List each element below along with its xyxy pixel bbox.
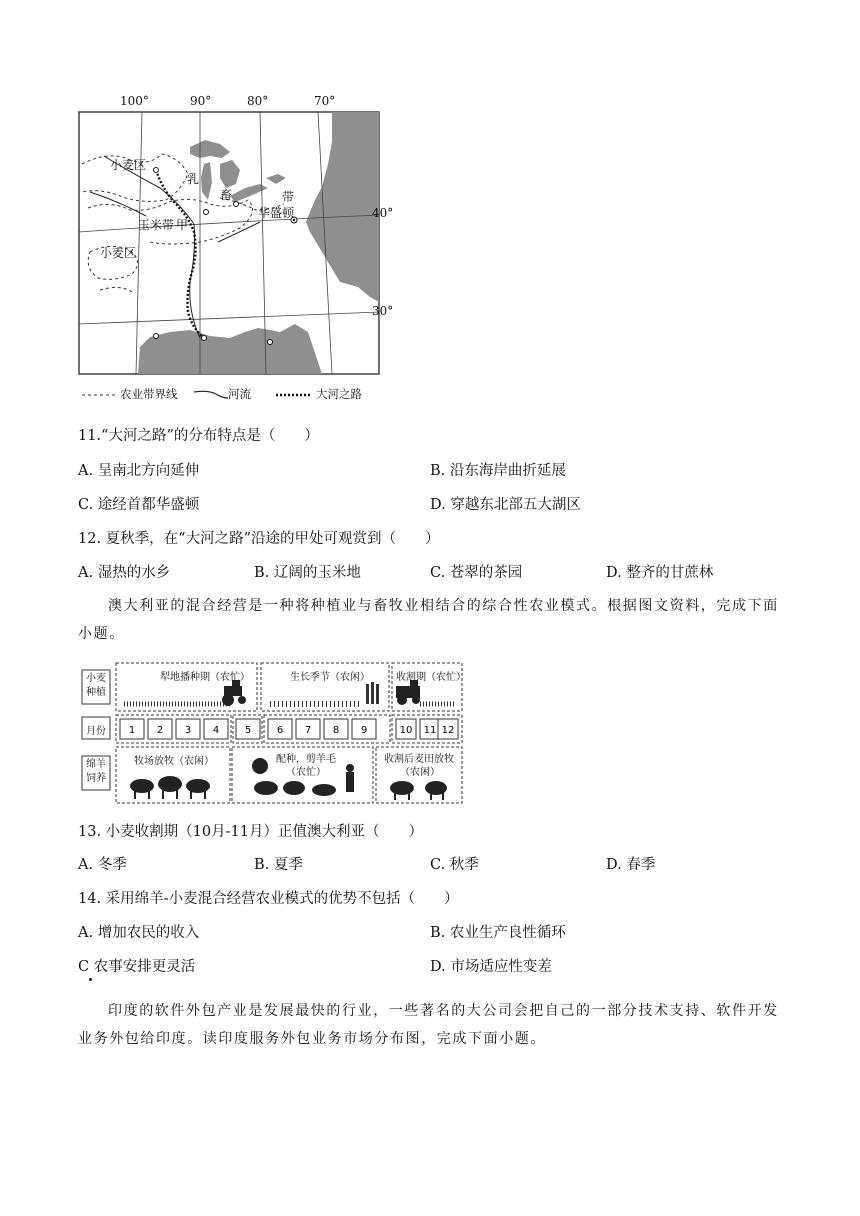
q11-option-d[interactable]: D. 穿越东北部五大湖区 [430, 497, 581, 513]
row-label-month: 月份 [86, 726, 106, 737]
q11-option-b[interactable]: B. 沿东海岸曲折延展 [430, 463, 566, 479]
label-growing-period: 生长季节（农闲） [290, 672, 370, 683]
q14-option-d[interactable]: D. 市场适应性变差 [430, 959, 552, 975]
q13-stem: 13. 小麦收割期（10月-11月）正值澳大利亚（ ） [78, 824, 423, 840]
q11-stem: 11.“大河之路”的分布特点是（ ） [78, 428, 319, 444]
q12-option-b[interactable]: B. 辽阔的玉米地 [254, 565, 361, 581]
month-cells [120, 719, 458, 739]
label-dairy-1: 乳 [187, 172, 200, 186]
city-dot-florida [268, 340, 273, 345]
lon-label-90: 90° [190, 94, 212, 108]
q11-option-a[interactable]: A. 呈南北方向延伸 [78, 463, 200, 479]
label-stubble-status: （农闲） [400, 767, 440, 778]
river-legend-icon [194, 388, 228, 400]
legend-boundary-label: 农业带界线 [120, 387, 178, 401]
q14-option-b[interactable]: B. 农业生产良性循环 [430, 925, 566, 941]
label-breeding-status: （农忙） [286, 767, 326, 778]
boundary-legend-icon [82, 392, 118, 398]
q12-option-d[interactable]: D. 整齐的甘蔗林 [606, 565, 714, 581]
month-label: 11 [423, 725, 437, 736]
label-stubble-period: 收割后麦田放牧 [384, 754, 454, 765]
label-washington: 华盛顿 [258, 206, 295, 220]
label-pasture-period: 牧场放牧（农闲） [134, 756, 214, 767]
city-dot-chicago [204, 210, 209, 215]
row-label-sheep: 绵羊饲养 [86, 759, 106, 784]
label-point-jia: 甲 [176, 218, 189, 232]
legend-river-label: 河流 [228, 387, 251, 401]
q13-option-d[interactable]: D. 春季 [606, 857, 656, 873]
q13-option-b[interactable]: B. 夏季 [254, 857, 303, 873]
city-dot-north [154, 168, 159, 173]
lon-label-80: 80° [247, 94, 269, 108]
month-label: 9 [360, 725, 368, 736]
q14-stem: 14. 采用绵羊-小麦混合经营农业模式的优势不包括（ ） [78, 891, 459, 907]
city-dot-houston [154, 334, 159, 339]
mixed-farming-calendar [80, 660, 466, 806]
label-harvest-period: 收割期（农忙） [396, 672, 466, 683]
label-dairy-2: 畜 [220, 188, 233, 202]
label-breeding-period: 配种，剪羊毛 [276, 754, 336, 765]
month-label: 3 [184, 725, 192, 736]
us-agriculture-map [70, 92, 394, 408]
q13-option-a[interactable]: A. 冬季 [78, 857, 127, 873]
lon-label-100: 100° [120, 94, 149, 108]
month-label: 1 [128, 725, 136, 736]
month-label: 5 [244, 725, 252, 736]
route-legend-icon [276, 392, 312, 398]
month-label: 7 [304, 725, 312, 736]
q12-stem: 12. 夏秋季，在“大河之路”沿途的甲处可观赏到（ ） [78, 531, 440, 547]
month-label: 10 [399, 725, 413, 736]
label-wheat-north: 小麦区 [110, 158, 147, 172]
label-sowing-period: 犁地播种期（农忙） [160, 672, 250, 683]
label-corn-belt: 玉米带 [138, 218, 175, 232]
q14-option-c[interactable]: C 农事安排更灵活 [78, 959, 196, 975]
map-legend [82, 386, 382, 404]
india-intro: 印度的软件外包产业是发展最快的行业，一些著名的大公司会把自己的一部分技术支持、软件开发业务外包给印度。读印度服务外包业务市场分布图，完成下面小题。 [78, 1003, 779, 1047]
lat-label-30: 30° [372, 304, 394, 318]
lat-label-40: 40° [372, 206, 394, 220]
city-dot-detroit [234, 202, 239, 207]
q11-option-c[interactable]: C. 途经首都华盛顿 [78, 497, 200, 513]
wheat-sheaf-icon [366, 682, 379, 704]
legend-route-label: 大河之路 [316, 387, 362, 401]
row-label-wheat: 小麦种植 [86, 673, 106, 698]
q12-option-a[interactable]: A. 湿热的水乡 [78, 565, 171, 581]
month-label: 2 [156, 725, 164, 736]
stray-dot [89, 978, 92, 981]
label-dairy-3: 带 [282, 190, 295, 204]
month-label: 4 [212, 725, 220, 736]
australia-intro: 澳大利亚的混合经营是一种将种植业与畜牧业相结合的综合性农业模式。根据图文资料，完成下面小题。 [78, 598, 779, 642]
lon-label-70: 70° [314, 94, 336, 108]
month-label: 6 [276, 725, 284, 736]
city-dot-new-orleans [202, 336, 207, 341]
month-label: 12 [441, 725, 455, 736]
label-wheat-south: 小麦区 [100, 246, 137, 260]
q14-option-a[interactable]: A. 增加农民的收入 [78, 925, 200, 941]
q12-option-c[interactable]: C. 苍翠的茶园 [430, 565, 523, 581]
month-label: 8 [332, 725, 340, 736]
q13-option-c[interactable]: C. 秋季 [430, 857, 479, 873]
